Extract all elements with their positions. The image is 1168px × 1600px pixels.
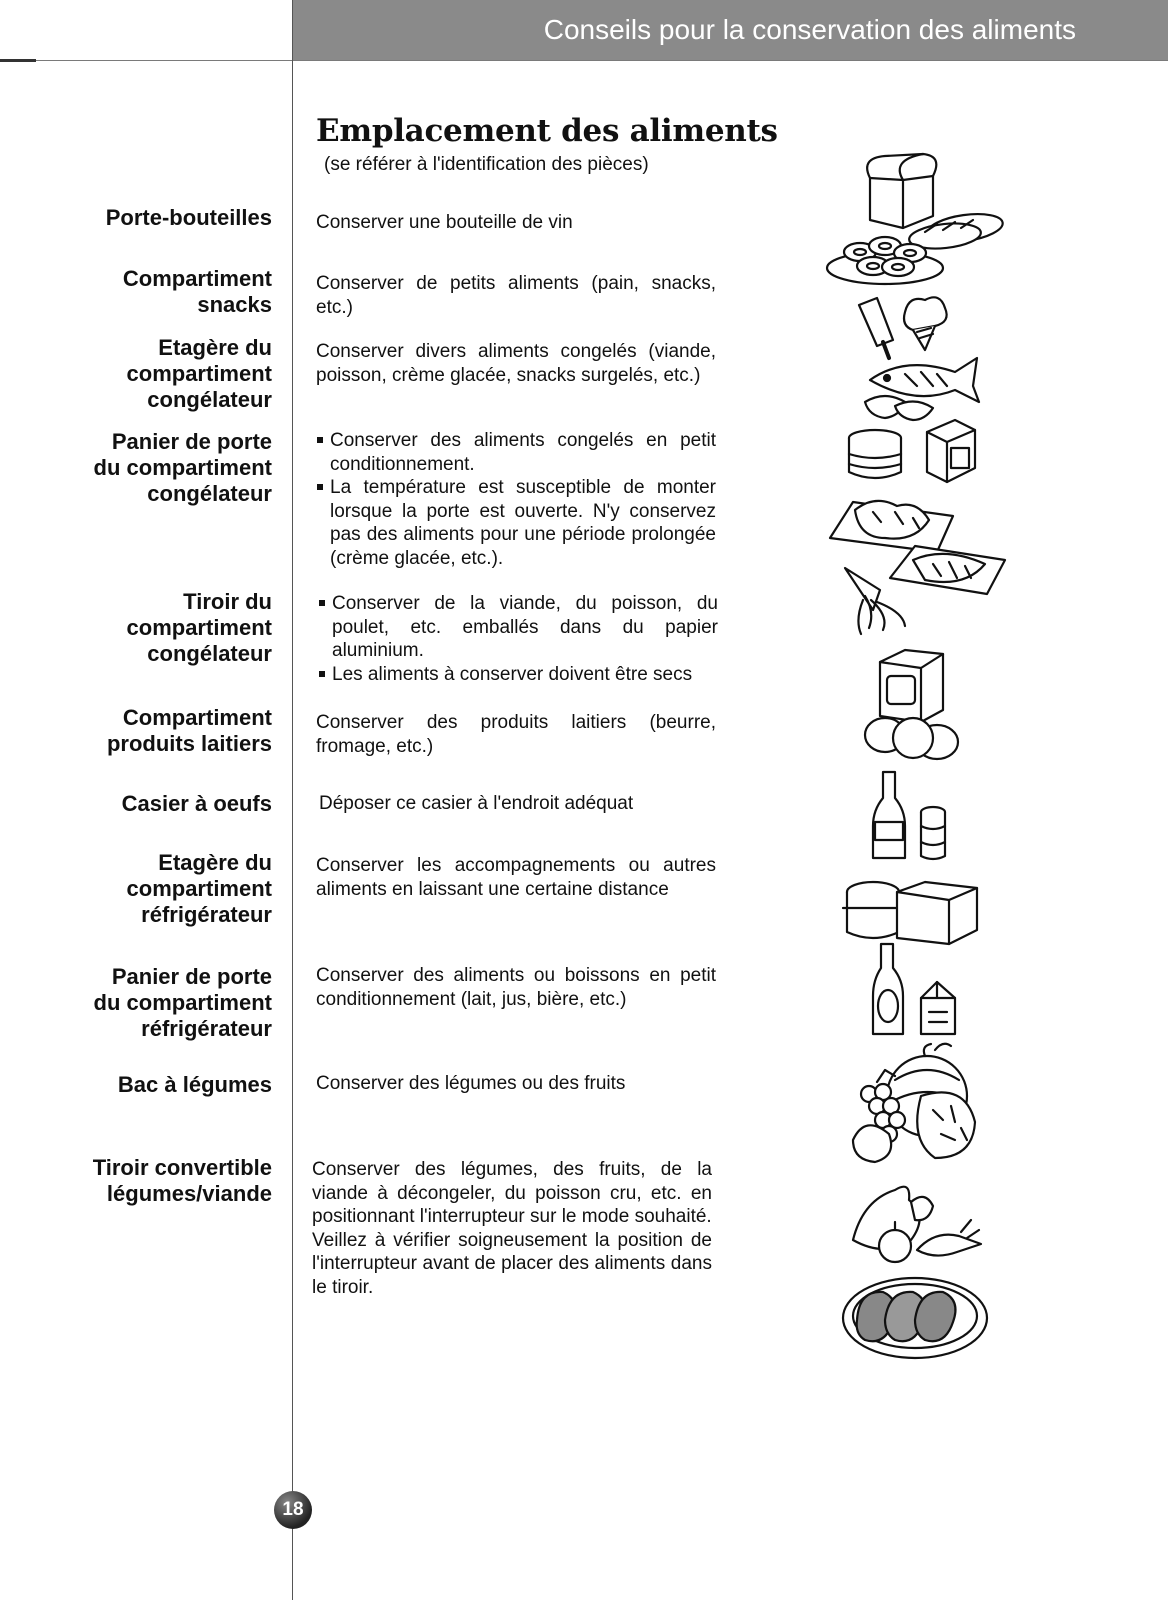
header-title: Conseils pour la conservation des aliments bbox=[543, 14, 1076, 45]
row-label: Panier de porte du compartiment réfrigérateur bbox=[93, 964, 272, 1041]
header-tick bbox=[0, 59, 36, 62]
jar-icon bbox=[921, 807, 945, 859]
milk-bottle-icon bbox=[873, 944, 903, 1034]
row-label: Tiroir du compartiment congélateur bbox=[126, 589, 272, 666]
row-label: Tiroir convertible légumes/viande bbox=[92, 1155, 272, 1206]
section-subtitle: (se référer à l'identification des pièces) bbox=[324, 154, 649, 175]
leaf-icon bbox=[853, 1125, 891, 1162]
row-description: Conserver des légumes ou des fruits bbox=[316, 1073, 626, 1094]
bullet-item: Conserver de la viande, du poisson, du poulet, etc. emballés dans du papier aluminium. bbox=[318, 592, 718, 663]
row-label: Porte-bouteilles bbox=[105, 205, 272, 230]
row-label: Panier de porte du compartiment congélateur bbox=[93, 429, 272, 506]
can-icon bbox=[849, 430, 901, 478]
row-description bbox=[318, 592, 718, 686]
row-description: Conserver des aliments ou boissons en petit conditionnement (lait, jus, bière, etc.) bbox=[316, 965, 716, 1010]
meat-plate-icon bbox=[843, 1278, 987, 1358]
vegetables-icon bbox=[853, 1187, 981, 1262]
milk-carton-icon bbox=[921, 982, 955, 1034]
row-description: Conserver de petits aliments (pain, snacks, etc.) bbox=[316, 273, 716, 318]
chicken-tray-icon bbox=[830, 501, 953, 552]
row-description bbox=[316, 429, 716, 570]
butter-icon bbox=[880, 650, 943, 722]
bottle-icon bbox=[873, 772, 905, 858]
fish-tray-icon bbox=[890, 546, 1005, 594]
lunchbox-icon bbox=[843, 882, 977, 944]
section-title: Emplacement des aliments bbox=[316, 113, 778, 149]
watermelon-slice-icon bbox=[917, 1092, 975, 1158]
bullet-item: Les aliments à conserver doivent être secs bbox=[318, 663, 718, 687]
row-description: Conserver les accompagnements ou autres aliments en laissant une certaine distance bbox=[316, 855, 716, 900]
margin-rule bbox=[292, 0, 293, 1600]
row-label: Casier à oeufs bbox=[121, 791, 272, 816]
page-number: 18 bbox=[274, 1491, 312, 1529]
row-description: Conserver une bouteille de vin bbox=[316, 212, 573, 233]
bread-icon bbox=[867, 154, 936, 228]
ice-cream-icon bbox=[859, 297, 947, 358]
food-illustrations bbox=[825, 150, 1010, 1400]
row-label: Compartiment produits laitiers bbox=[106, 705, 272, 756]
row-description: Conserver des produits laitiers (beurre, fromage, etc.) bbox=[316, 712, 716, 757]
row-label: Bac à légumes bbox=[117, 1072, 272, 1097]
row-label: Compartiment snacks bbox=[122, 266, 272, 317]
row-description: Déposer ce casier à l'endroit adéquat bbox=[319, 793, 634, 814]
row-description: Conserver des légumes, des fruits, de la viande à décongeler, du poisson cru, etc. en positionnant l'interrupteur sur le mode souhaité. Veillez à vérifier soigneusement la position de l'interrupteur avant de placer des aliments dans le tiroir. bbox=[312, 1159, 712, 1298]
row-description: Conserver divers aliments congelés (viande, poisson, crème glacée, snacks surgelés, etc.) bbox=[316, 341, 716, 386]
clams-icon bbox=[865, 396, 933, 420]
header-rule bbox=[0, 60, 1168, 61]
row-label: Etagère du compartiment congélateur bbox=[126, 335, 272, 412]
bullet-item: Conserver des aliments congelés en petit conditionnement. bbox=[316, 429, 716, 476]
row-label: Etagère du compartiment réfrigérateur bbox=[126, 850, 272, 927]
bullet-item: La température est susceptible de monter lorsque la porte est ouverte. N'y conservez pas des aliments pour une période prolongée (crème glacée, etc.). bbox=[316, 476, 716, 570]
frozen-box-icon bbox=[927, 420, 975, 482]
eggs-icon bbox=[865, 718, 958, 759]
